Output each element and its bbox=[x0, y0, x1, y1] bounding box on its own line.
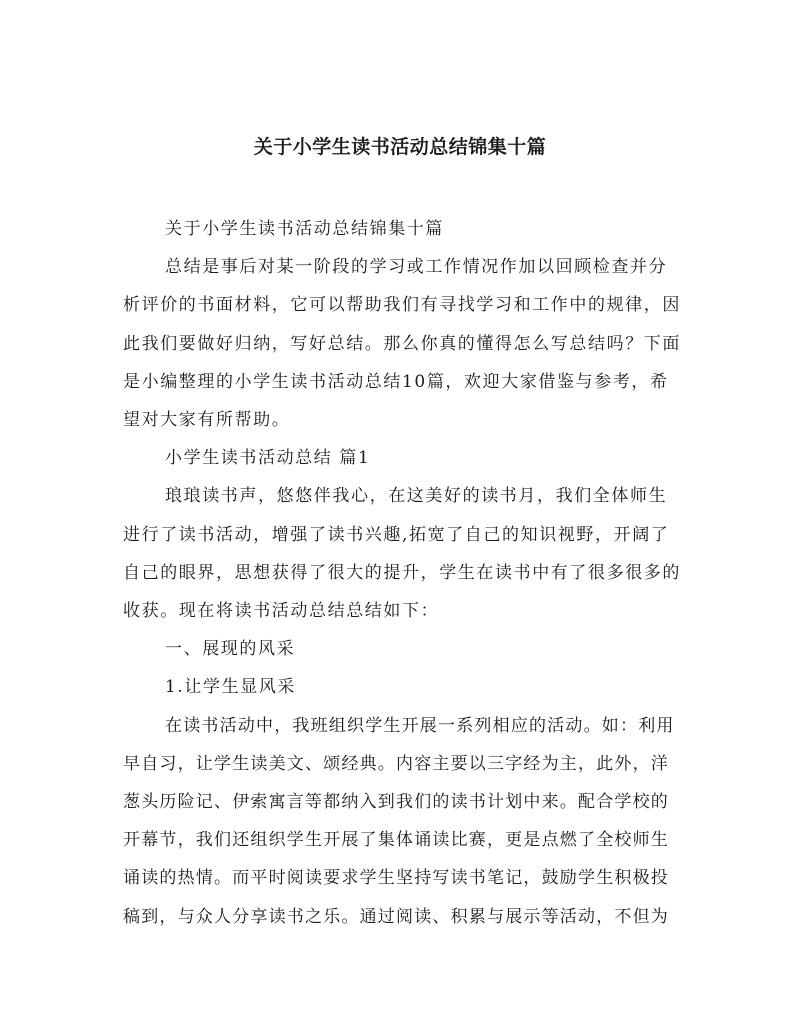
body-paragraph: 关于小学生读书活动总结锦集十篇 bbox=[165, 219, 444, 239]
body-paragraph: 总结是事后对某一阶段的学习或工作情况作加以回顾检查并分析评价的书面材料，它可以帮助我们有寻找学习和工作中的规律，因此我们要做好归纳，写好总结。那么你真的懂得怎么写总结吗？下面是小编整理的小学生读书活动总结10篇，欢迎大家借鉴与参考，希望对大家有所帮助。 bbox=[123, 257, 681, 431]
subsection-heading: 1.让学生显风采 bbox=[165, 677, 297, 698]
document-title: 关于小学生读书活动总结锦集十篇 bbox=[253, 136, 547, 158]
body-paragraph: 在读书活动中，我班组织学生开展一系列相应的活动。如：利用早自习，让学生读美文、颂经典。内容主要以三字经为主，此外，洋葱头历险记、伊索寓言等都纳入到我们的读书计划中来。配合学校的开幕节，我们还组织学生开展了集体诵读比赛，更是点燃了全校师生诵读的热情。而平时阅读要求学生坚持写读书笔记，鼓励学生积极投稿到，与众人分享读书之乐。通过阅读、积累与展示等活动，不但为 bbox=[123, 715, 675, 927]
section-heading: 一、展现的风采 bbox=[165, 639, 296, 660]
body-paragraph: 琅琅读书声，悠悠伴我心，在这美好的读书月，我们全体师生进行了读书活动，增强了读书兴趣,拓宽了自己的知识视野，开阔了自己的眼界，思想获得了很大的提升，学生在读书中有了很多很多的收获。现在将读书活动总结总结如下： bbox=[123, 486, 681, 622]
section-heading: 小学生读书活动总结 篇1 bbox=[165, 448, 371, 469]
document-body bbox=[123, 210, 683, 936]
